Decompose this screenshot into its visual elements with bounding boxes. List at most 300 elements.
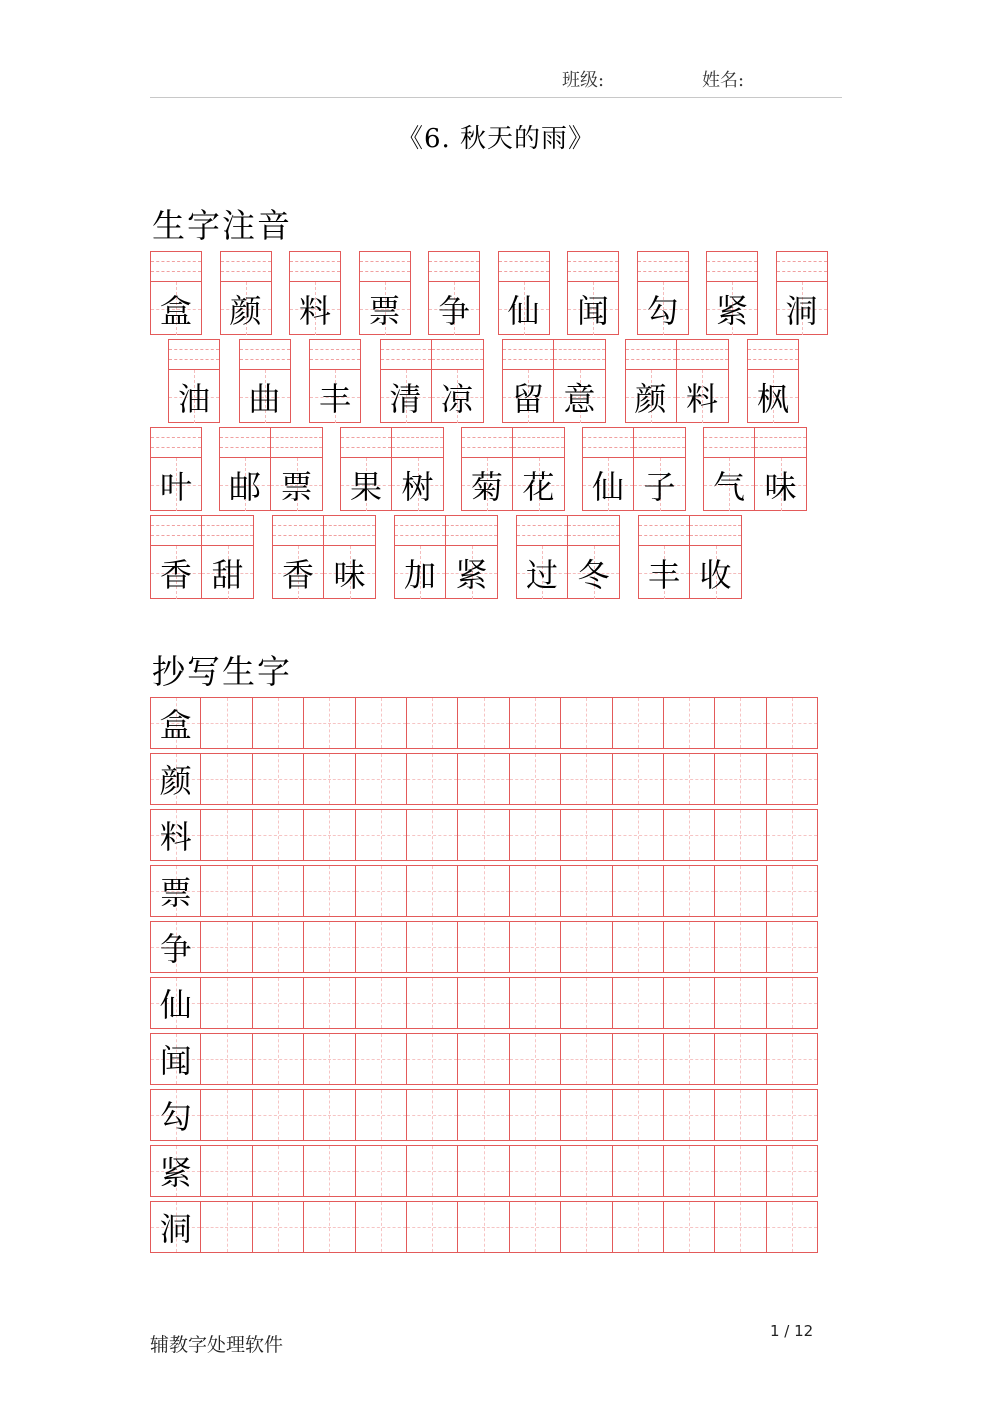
practice-box[interactable] <box>407 921 458 973</box>
pinyin-writing-lines[interactable] <box>583 428 633 458</box>
practice-box[interactable] <box>561 865 612 917</box>
practice-box[interactable] <box>458 977 509 1029</box>
character-box <box>634 458 685 511</box>
pinyin-writing-lines[interactable] <box>755 428 806 458</box>
practice-box[interactable] <box>253 921 304 973</box>
practice-box[interactable] <box>510 1201 561 1253</box>
practice-box[interactable] <box>356 1033 407 1085</box>
pinyin-cell <box>359 251 411 335</box>
pinyin-writing-lines[interactable] <box>395 516 445 546</box>
practice-box[interactable] <box>253 1145 304 1197</box>
pinyin-cell <box>567 251 619 335</box>
pinyin-cell <box>747 339 799 423</box>
pinyin-cell <box>513 427 565 511</box>
pinyin-word <box>625 339 729 423</box>
character-box <box>221 282 271 335</box>
practice-box[interactable] <box>304 1201 355 1253</box>
pinyin-cell <box>394 515 446 599</box>
model-character-box <box>150 1201 201 1253</box>
pinyin-writing-lines[interactable] <box>271 428 322 458</box>
character: 枫 <box>756 379 789 418</box>
pinyin-writing-lines[interactable] <box>777 252 827 282</box>
pinyin-writing-lines[interactable] <box>554 340 605 370</box>
character-box <box>777 282 827 335</box>
character-box <box>360 282 410 335</box>
character-box <box>748 370 798 423</box>
character-box <box>755 458 806 511</box>
pinyin-cell <box>150 251 202 335</box>
pinyin-writing-lines[interactable] <box>638 252 688 282</box>
practice-box[interactable] <box>715 697 766 749</box>
pinyin-writing-lines[interactable] <box>634 428 685 458</box>
pinyin-word <box>150 515 254 599</box>
character: 仙 <box>507 291 540 330</box>
character-box <box>583 458 633 511</box>
copy-row <box>150 865 818 917</box>
practice-box[interactable] <box>458 753 509 805</box>
practice-box[interactable] <box>253 1033 304 1085</box>
character-box <box>626 370 676 423</box>
character: 味 <box>333 555 366 594</box>
practice-box[interactable] <box>664 921 715 973</box>
pinyin-writing-lines[interactable] <box>639 516 689 546</box>
practice-box[interactable] <box>561 753 612 805</box>
pinyin-writing-lines[interactable] <box>499 252 549 282</box>
character-box <box>707 282 757 335</box>
pinyin-cell <box>150 427 202 511</box>
character: 香 <box>281 555 314 594</box>
pinyin-writing-lines[interactable] <box>220 428 270 458</box>
practice-box[interactable] <box>356 977 407 1029</box>
model-character: 争 <box>159 930 192 968</box>
character-box <box>554 370 605 423</box>
character-box <box>499 282 549 335</box>
model-character: 料 <box>159 818 192 856</box>
pinyin-writing-lines[interactable] <box>310 340 360 370</box>
practice-box[interactable] <box>253 1089 304 1141</box>
practice-box[interactable] <box>201 921 252 973</box>
pinyin-writing-lines[interactable] <box>626 340 676 370</box>
practice-box[interactable] <box>407 753 458 805</box>
character: 邮 <box>228 467 261 506</box>
character: 丰 <box>318 379 351 418</box>
practice-box[interactable] <box>613 1201 664 1253</box>
model-character: 盒 <box>159 706 192 744</box>
character-box <box>169 370 219 423</box>
pinyin-writing-lines[interactable] <box>290 252 340 282</box>
practice-box[interactable] <box>767 1089 818 1141</box>
practice-box[interactable] <box>510 809 561 861</box>
character-box <box>341 458 391 511</box>
model-character: 洞 <box>159 1210 192 1248</box>
character-box <box>395 546 445 599</box>
practice-box[interactable] <box>253 977 304 1029</box>
pinyin-word <box>150 251 202 335</box>
practice-box[interactable] <box>407 1201 458 1253</box>
practice-box[interactable] <box>561 1145 612 1197</box>
pinyin-cell <box>432 339 484 423</box>
character: 票 <box>368 291 401 330</box>
pinyin-writing-lines[interactable] <box>273 516 323 546</box>
practice-box[interactable] <box>407 809 458 861</box>
character-box <box>220 458 270 511</box>
practice-box[interactable] <box>407 1033 458 1085</box>
practice-box[interactable] <box>664 1033 715 1085</box>
pinyin-writing-lines[interactable] <box>690 516 741 546</box>
practice-box[interactable] <box>304 753 355 805</box>
pinyin-cell <box>582 427 634 511</box>
practice-box[interactable] <box>253 1201 304 1253</box>
practice-box[interactable] <box>767 1201 818 1253</box>
practice-box[interactable] <box>356 1201 407 1253</box>
practice-box[interactable] <box>458 697 509 749</box>
page-number: 1 / 12 <box>770 1322 814 1340</box>
practice-box[interactable] <box>767 753 818 805</box>
practice-box[interactable] <box>715 865 766 917</box>
character: 勾 <box>646 291 679 330</box>
character: 仙 <box>591 467 624 506</box>
practice-box[interactable] <box>561 1089 612 1141</box>
character: 味 <box>764 467 797 506</box>
character-box <box>202 546 253 599</box>
pinyin-writing-lines[interactable] <box>707 252 757 282</box>
character: 意 <box>563 379 596 418</box>
practice-box[interactable] <box>561 809 612 861</box>
practice-box[interactable] <box>613 1145 664 1197</box>
practice-box[interactable] <box>613 921 664 973</box>
practice-box[interactable] <box>458 1089 509 1141</box>
practice-box[interactable] <box>664 1201 715 1253</box>
practice-box[interactable] <box>510 697 561 749</box>
section-title-pinyin: 生字注音 <box>152 206 292 245</box>
practice-box[interactable] <box>664 697 715 749</box>
character-box <box>704 458 754 511</box>
practice-box[interactable] <box>613 809 664 861</box>
practice-box[interactable] <box>510 921 561 973</box>
character: 花 <box>522 467 555 506</box>
pinyin-cell <box>202 515 254 599</box>
practice-box[interactable] <box>767 1033 818 1085</box>
practice-box[interactable] <box>458 1145 509 1197</box>
practice-box[interactable] <box>201 697 252 749</box>
pinyin-word <box>776 251 828 335</box>
practice-box[interactable] <box>510 1145 561 1197</box>
practice-box[interactable] <box>613 697 664 749</box>
practice-box[interactable] <box>304 865 355 917</box>
practice-box[interactable] <box>715 1089 766 1141</box>
model-character-box <box>150 1033 201 1085</box>
pinyin-cell <box>219 427 271 511</box>
character: 叶 <box>159 467 192 506</box>
pinyin-word <box>428 251 480 335</box>
practice-box[interactable] <box>561 697 612 749</box>
character: 紧 <box>455 555 488 594</box>
practice-box[interactable] <box>510 1089 561 1141</box>
practice-box[interactable] <box>356 697 407 749</box>
character: 料 <box>685 379 718 418</box>
pinyin-word <box>502 339 606 423</box>
practice-box[interactable] <box>356 753 407 805</box>
practice-box[interactable] <box>561 921 612 973</box>
character-box <box>429 282 479 335</box>
character: 加 <box>403 555 436 594</box>
practice-box[interactable] <box>715 921 766 973</box>
pinyin-word <box>340 427 444 511</box>
copy-row <box>150 753 818 805</box>
character: 气 <box>712 467 745 506</box>
pinyin-writing-lines[interactable] <box>429 252 479 282</box>
practice-box[interactable] <box>356 921 407 973</box>
practice-box[interactable] <box>253 753 304 805</box>
pinyin-cell <box>271 427 323 511</box>
pinyin-cell <box>150 515 202 599</box>
practice-box[interactable] <box>253 697 304 749</box>
character: 料 <box>298 291 331 330</box>
pinyin-word <box>309 339 361 423</box>
character: 颜 <box>634 379 667 418</box>
character-box <box>638 282 688 335</box>
pinyin-writing-lines[interactable] <box>568 252 618 282</box>
practice-box[interactable] <box>201 865 252 917</box>
character: 争 <box>437 291 470 330</box>
pinyin-writing-lines[interactable] <box>360 252 410 282</box>
practice-box[interactable] <box>664 1145 715 1197</box>
practice-box[interactable] <box>767 809 818 861</box>
model-character-box <box>150 977 201 1029</box>
pinyin-word <box>168 339 220 423</box>
practice-box[interactable] <box>561 977 612 1029</box>
character: 冬 <box>577 555 610 594</box>
character-box <box>151 282 201 335</box>
pinyin-writing-lines[interactable] <box>221 252 271 282</box>
practice-box[interactable] <box>561 1201 612 1253</box>
practice-box[interactable] <box>201 753 252 805</box>
practice-box[interactable] <box>253 809 304 861</box>
section-title-copy: 抄写生字 <box>152 652 292 691</box>
practice-box[interactable] <box>304 1033 355 1085</box>
pinyin-cell <box>289 251 341 335</box>
practice-box[interactable] <box>664 753 715 805</box>
practice-box[interactable] <box>201 977 252 1029</box>
practice-box[interactable] <box>510 977 561 1029</box>
pinyin-writing-lines[interactable] <box>381 340 431 370</box>
copy-row <box>150 1033 818 1085</box>
copy-row <box>150 697 818 749</box>
practice-box[interactable] <box>304 1089 355 1141</box>
practice-box[interactable] <box>304 697 355 749</box>
pinyin-cell <box>498 251 550 335</box>
copy-row <box>150 1089 818 1141</box>
character-box <box>324 546 375 599</box>
character: 曲 <box>248 379 281 418</box>
character: 洞 <box>785 291 818 330</box>
pinyin-word <box>582 427 686 511</box>
copy-row <box>150 921 818 973</box>
practice-box[interactable] <box>458 1033 509 1085</box>
character-box <box>690 546 741 599</box>
practice-box[interactable] <box>613 977 664 1029</box>
pinyin-cell <box>239 339 291 423</box>
pinyin-writing-lines[interactable] <box>748 340 798 370</box>
practice-box[interactable] <box>407 1089 458 1141</box>
practice-box[interactable] <box>767 921 818 973</box>
practice-box[interactable] <box>664 809 715 861</box>
pinyin-word <box>359 251 411 335</box>
pinyin-word <box>706 251 758 335</box>
pinyin-writing-lines[interactable] <box>324 516 375 546</box>
practice-box[interactable] <box>664 977 715 1029</box>
pinyin-writing-lines[interactable] <box>513 428 564 458</box>
pinyin-writing-lines[interactable] <box>704 428 754 458</box>
practice-box[interactable] <box>356 1145 407 1197</box>
page-title: 《6. 秋天的雨》 <box>396 124 596 154</box>
character: 果 <box>349 467 382 506</box>
character: 票 <box>280 467 313 506</box>
character: 香 <box>159 555 192 594</box>
practice-box[interactable] <box>613 1089 664 1141</box>
practice-box[interactable] <box>613 865 664 917</box>
pinyin-writing-lines[interactable] <box>432 340 483 370</box>
model-character: 紧 <box>159 1154 192 1192</box>
pinyin-cell <box>554 339 606 423</box>
practice-box[interactable] <box>304 809 355 861</box>
character: 盒 <box>159 291 192 330</box>
class-label: 班级: <box>562 70 605 91</box>
pinyin-word <box>637 251 689 335</box>
character: 紧 <box>715 291 748 330</box>
practice-box[interactable] <box>715 1145 766 1197</box>
practice-box[interactable] <box>767 865 818 917</box>
practice-box[interactable] <box>715 1201 766 1253</box>
pinyin-cell <box>392 427 444 511</box>
character-box <box>503 370 553 423</box>
pinyin-word <box>380 339 484 423</box>
character-box <box>446 546 497 599</box>
pinyin-writing-lines[interactable] <box>202 516 253 546</box>
practice-box[interactable] <box>767 697 818 749</box>
practice-box[interactable] <box>715 977 766 1029</box>
pinyin-word <box>461 427 565 511</box>
model-character-box <box>150 809 201 861</box>
model-character: 勾 <box>159 1098 192 1136</box>
practice-box[interactable] <box>407 865 458 917</box>
pinyin-writing-lines[interactable] <box>568 516 619 546</box>
pinyin-cell <box>428 251 480 335</box>
pinyin-cell <box>755 427 807 511</box>
footer-software: 辅教字处理软件 <box>150 1334 284 1356</box>
pinyin-word <box>567 251 619 335</box>
model-character-box <box>150 753 201 805</box>
pinyin-writing-lines[interactable] <box>151 428 201 458</box>
practice-box[interactable] <box>510 1033 561 1085</box>
pinyin-writing-lines[interactable] <box>392 428 443 458</box>
practice-box[interactable] <box>510 753 561 805</box>
practice-box[interactable] <box>304 977 355 1029</box>
practice-box[interactable] <box>458 865 509 917</box>
character-box <box>639 546 689 599</box>
practice-box[interactable] <box>356 1089 407 1141</box>
pinyin-cell <box>461 427 513 511</box>
practice-box[interactable] <box>767 1145 818 1197</box>
practice-box[interactable] <box>613 1033 664 1085</box>
practice-box[interactable] <box>253 865 304 917</box>
practice-box[interactable] <box>201 1145 252 1197</box>
pinyin-word <box>239 339 291 423</box>
practice-box[interactable] <box>356 865 407 917</box>
pinyin-cell <box>380 339 432 423</box>
practice-box[interactable] <box>201 1089 252 1141</box>
character-box <box>151 546 201 599</box>
pinyin-writing-lines[interactable] <box>503 340 553 370</box>
pinyin-cell <box>324 515 376 599</box>
character: 甜 <box>211 555 244 594</box>
practice-box[interactable] <box>664 865 715 917</box>
practice-box[interactable] <box>715 809 766 861</box>
character: 清 <box>389 379 422 418</box>
practice-box[interactable] <box>561 1033 612 1085</box>
practice-box[interactable] <box>407 697 458 749</box>
pinyin-cell <box>568 515 620 599</box>
practice-box[interactable] <box>407 1145 458 1197</box>
practice-box[interactable] <box>767 977 818 1029</box>
practice-box[interactable] <box>715 1033 766 1085</box>
character: 丰 <box>647 555 680 594</box>
practice-box[interactable] <box>407 977 458 1029</box>
pinyin-cell <box>634 427 686 511</box>
character-box <box>392 458 443 511</box>
practice-box[interactable] <box>201 809 252 861</box>
pinyin-cell <box>776 251 828 335</box>
practice-box[interactable] <box>510 865 561 917</box>
pinyin-cell <box>690 515 742 599</box>
practice-box[interactable] <box>304 921 355 973</box>
character-box <box>513 458 564 511</box>
practice-box[interactable] <box>613 753 664 805</box>
pinyin-writing-lines[interactable] <box>151 252 201 282</box>
character: 闻 <box>576 291 609 330</box>
pinyin-writing-lines[interactable] <box>169 340 219 370</box>
pinyin-writing-lines[interactable] <box>677 340 728 370</box>
practice-box[interactable] <box>715 753 766 805</box>
pinyin-writing-lines[interactable] <box>517 516 567 546</box>
character-box <box>240 370 290 423</box>
pinyin-cell <box>625 339 677 423</box>
copy-row <box>150 1201 818 1253</box>
character-box <box>310 370 360 423</box>
practice-box[interactable] <box>458 1201 509 1253</box>
practice-box[interactable] <box>201 1201 252 1253</box>
pinyin-writing-lines[interactable] <box>151 516 201 546</box>
model-character-box <box>150 921 201 973</box>
pinyin-cell <box>706 251 758 335</box>
character-box <box>271 458 322 511</box>
practice-box[interactable] <box>304 1145 355 1197</box>
pinyin-writing-lines[interactable] <box>446 516 497 546</box>
practice-box[interactable] <box>664 1089 715 1141</box>
practice-box[interactable] <box>458 809 509 861</box>
pinyin-writing-lines[interactable] <box>240 340 290 370</box>
practice-box[interactable] <box>356 809 407 861</box>
practice-box[interactable] <box>458 921 509 973</box>
pinyin-writing-lines[interactable] <box>462 428 512 458</box>
character-box <box>568 282 618 335</box>
pinyin-cell <box>637 251 689 335</box>
pinyin-word <box>394 515 498 599</box>
pinyin-writing-lines[interactable] <box>341 428 391 458</box>
copy-row <box>150 809 818 861</box>
model-character-box <box>150 865 201 917</box>
practice-box[interactable] <box>201 1033 252 1085</box>
